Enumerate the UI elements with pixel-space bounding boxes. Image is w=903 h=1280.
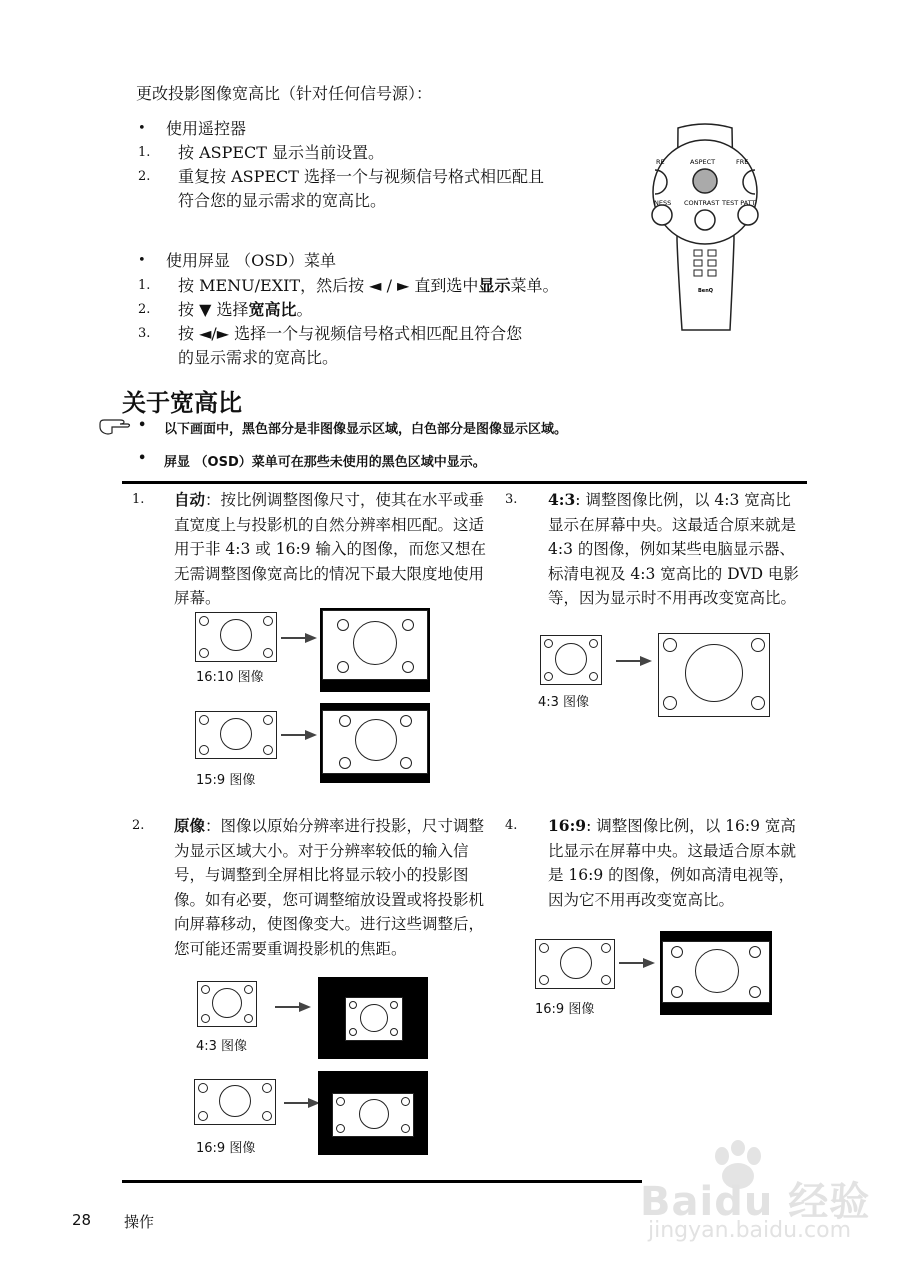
osd-step-3: 按 ◄/► 选择一个与视频信号格式相匹配且符合您	[178, 324, 523, 343]
item-number: 3.	[505, 492, 518, 507]
osd-step-3-cont: 的显示需求的宽高比。	[178, 348, 339, 367]
footer-section: 操作	[124, 1213, 155, 1231]
remote-label-aspect: ASPECT	[690, 158, 716, 166]
step-number: 1.	[138, 145, 151, 160]
remote-step-2: 重复按 ASPECT 选择一个与视频信号格式相匹配且	[178, 167, 545, 186]
note-2: 屏显 （OSD）菜单可在那些未使用的黑色区域中显示。	[164, 455, 486, 470]
caption: 16:9 图像	[196, 1141, 256, 1156]
top-divider	[122, 481, 807, 484]
bullet: •	[138, 451, 147, 466]
caption: 16:10 图像	[196, 670, 264, 685]
remote-control-illustration	[650, 120, 760, 335]
step-number: 3.	[138, 326, 151, 341]
step-number: 2.	[138, 302, 151, 317]
remote-step-2-cont: 符合您的显示需求的宽高比。	[178, 191, 387, 210]
item-number: 2.	[132, 818, 145, 833]
step-number: 1.	[138, 278, 151, 293]
caption: 4:3 图像	[538, 695, 590, 710]
remote-label-fre: FRE	[736, 158, 749, 166]
pointing-hand-icon	[98, 416, 132, 436]
arrow-right-icon	[275, 1001, 311, 1013]
bullet: •	[138, 418, 147, 433]
bottom-divider	[122, 1180, 642, 1183]
arrow-right-icon	[619, 957, 655, 969]
remote-label-contrast: CONTRAST	[684, 199, 720, 207]
watermark-logo: Baidu 经验	[640, 1179, 871, 1225]
arrow-right-icon	[281, 729, 317, 741]
section-heading: 关于宽高比	[122, 389, 242, 417]
page-number: 28	[72, 1211, 92, 1229]
remote-section-title: 使用遥控器	[166, 119, 247, 138]
osd-section-title: 使用屏显 （OSD）菜单	[166, 251, 336, 270]
bullet: •	[138, 253, 146, 268]
bullet: •	[138, 121, 146, 136]
arrow-right-icon	[284, 1097, 320, 1109]
remote-step-1: 按 ASPECT 显示当前设置。	[178, 143, 385, 162]
remote-label-ness: NESS	[654, 199, 672, 207]
item-1-text: 自动：按比例调整图像尺寸，使其在水平或垂直宽度上与投影机的自然分辨率相匹配。这适用于非 4:3 或 16:9 输入的图像，而您又想在无需调整图像宽高比的情况下最大限度地使用屏幕。	[174, 491, 486, 607]
remote-label-test: TEST PATT	[722, 199, 756, 207]
intro-text: 更改投影图像宽高比（针对任何信号源）：	[136, 84, 433, 103]
remote-label-re: RE	[656, 158, 665, 166]
remote-brand: BenQ	[698, 288, 714, 294]
caption: 4:3 图像	[196, 1039, 248, 1054]
arrow-right-icon	[281, 632, 317, 644]
item-2-text: 原像：图像以原始分辨率进行投影，尺寸调整为显示区域大小。对于分辨率较低的输入信号，与调整到全屏相比将显示较小的投影图像。如有必要，您可调整缩放设置或将投影机向屏幕移动，使图像变大。进行这些调整后，您可能还需要重调投影机的焦距。	[174, 817, 485, 958]
item-number: 4.	[505, 818, 518, 833]
osd-step-2: 按 ▼ 选择宽高比。	[178, 300, 313, 319]
item-3-text: 4:3: 调整图像比例，以 4:3 宽高比显示在屏幕中央。这最适合原来就是 4:3 的图像，例如某些电脑显示器、标清电视及 4:3 宽高比的 DVD 电影等，因为显示时不用再改变宽高比。	[548, 490, 799, 607]
caption: 15:9 图像	[196, 773, 256, 788]
arrow-right-icon	[616, 655, 652, 667]
step-number: 2.	[138, 169, 151, 184]
note-1: 以下画面中，黑色部分是非图像显示区域，白色部分是图像显示区域。	[164, 422, 568, 437]
osd-step-1: 按 MENU/EXIT，然后按 ◄ / ► 直到选中显示菜单。	[178, 276, 559, 295]
item-number: 1.	[132, 492, 145, 507]
item-4-text: 16:9: 调整图像比例，以 16:9 宽高比显示在屏幕中央。这最适合原本就是 16:9 的图像，例如高清电视等，因为它不用再改变宽高比。	[548, 816, 797, 909]
caption: 16:9 图像	[535, 1002, 595, 1017]
watermark-url: jingyan.baidu.com	[648, 1218, 852, 1243]
